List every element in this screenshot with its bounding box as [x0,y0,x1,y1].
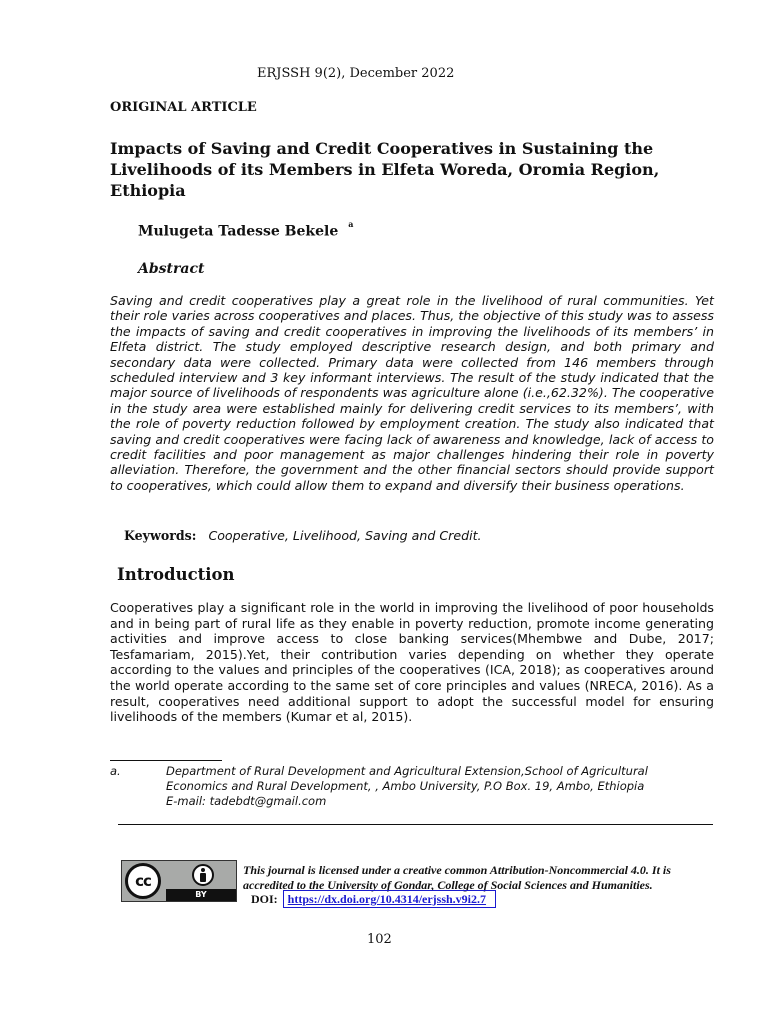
footnote-email: E-mail: tadebdt@gmail.com [166,794,327,808]
footnote-line-2: Economics and Rural Development, , Ambo University, P.O Box. 19, Ambo, Ethiopia [166,779,645,793]
separator-line [118,824,713,825]
license-statement: This journal is licensed under a creative common Attribution-Noncommercial 4.0. It is accredited to the University of Gondar, College of Social Sciences and Humanities. [243,863,671,892]
author-line [138,219,354,240]
abstract-heading: Abstract [138,261,205,277]
cc-by-license-logo [121,860,237,902]
footnote-line-1: Department of Rural Development and Agricultural Extension,School of Agricultural [166,764,648,778]
keywords-label: Keywords: [124,528,197,543]
by-label: BY [166,889,236,901]
author-name: Mulugeta Tadesse Bekele [138,223,339,240]
journal-citation: ERJSSH 9(2), December 2022 [257,66,455,81]
footnote-rule [110,760,222,761]
page-number: 102 [367,932,392,947]
keywords-text: Cooperative, Livelihood, Saving and Credit. [208,528,482,543]
doi-link[interactable]: https://dx.doi.org/10.4314/erjssh.v9i2.7 [283,890,496,908]
article-title: Impacts of Saving and Credit Cooperatives in Sustaining the Livelihoods of its Members in Elfeta Woreda, Oromia Region, Ethiopia [110,139,660,200]
doi-line [251,892,496,907]
cc-icon: cc [125,863,161,899]
keywords-line [124,528,482,543]
abstract-body: Saving and credit cooperatives play a great role in the livelihood of rural communities. Yet their role varies across cooperatives and places. Thus, the objective of this study was to assess the impacts of saving and credit cooperatives in improving the livelihoods of its members’ in Elfeta district. The study employed descriptive research design, and both primary and secondary data were collected. Primary data were collected from 146 members through scheduled interview and 3 key informant interviews. The result of the study indicated that the major source of livelihoods of respondents was agriculture alone (i.e.,62.32%). The cooperative in the study area were established mainly for delivering credit services to its members’, with the role of poverty reduction followed by employment creation. The study also indicated that saving and credit cooperatives were facing lack of awareness and knowledge, lack of access to credit facilities and poor management as major challenges hindering their role in poverty alleviation. Therefore, the government and the other financial sectors should provide support to cooperatives, which could allow them to expand and diversify their business operations. [110,293,714,493]
affiliation-marker: a [348,219,354,229]
attribution-person-icon [192,864,214,886]
footnote-marker: a. [110,764,121,778]
doi-label: DOI: [251,892,278,906]
introduction-body: Cooperatives play a significant role in the world in improving the livelihood of poor households and in being part of rural life as they enable in poverty reduction, promote income generating activities and improve access to close banking services(Mhembwe and Dube, 2017; Tesfamariam, 2015).Yet, their contribution varies depending on whether they operate according to the values and principles of the cooperatives (ICA, 2018); as cooperatives around the world operate according to the same set of core principles and values (NRECA, 2016). As a result, cooperatives need additional support to adopt the successful model for ensuring livelihoods of the members (Kumar et al, 2015). [110,600,714,725]
article-type: ORIGINAL ARTICLE [110,100,257,115]
footnote-text [166,764,676,809]
introduction-heading: Introduction [117,565,235,584]
